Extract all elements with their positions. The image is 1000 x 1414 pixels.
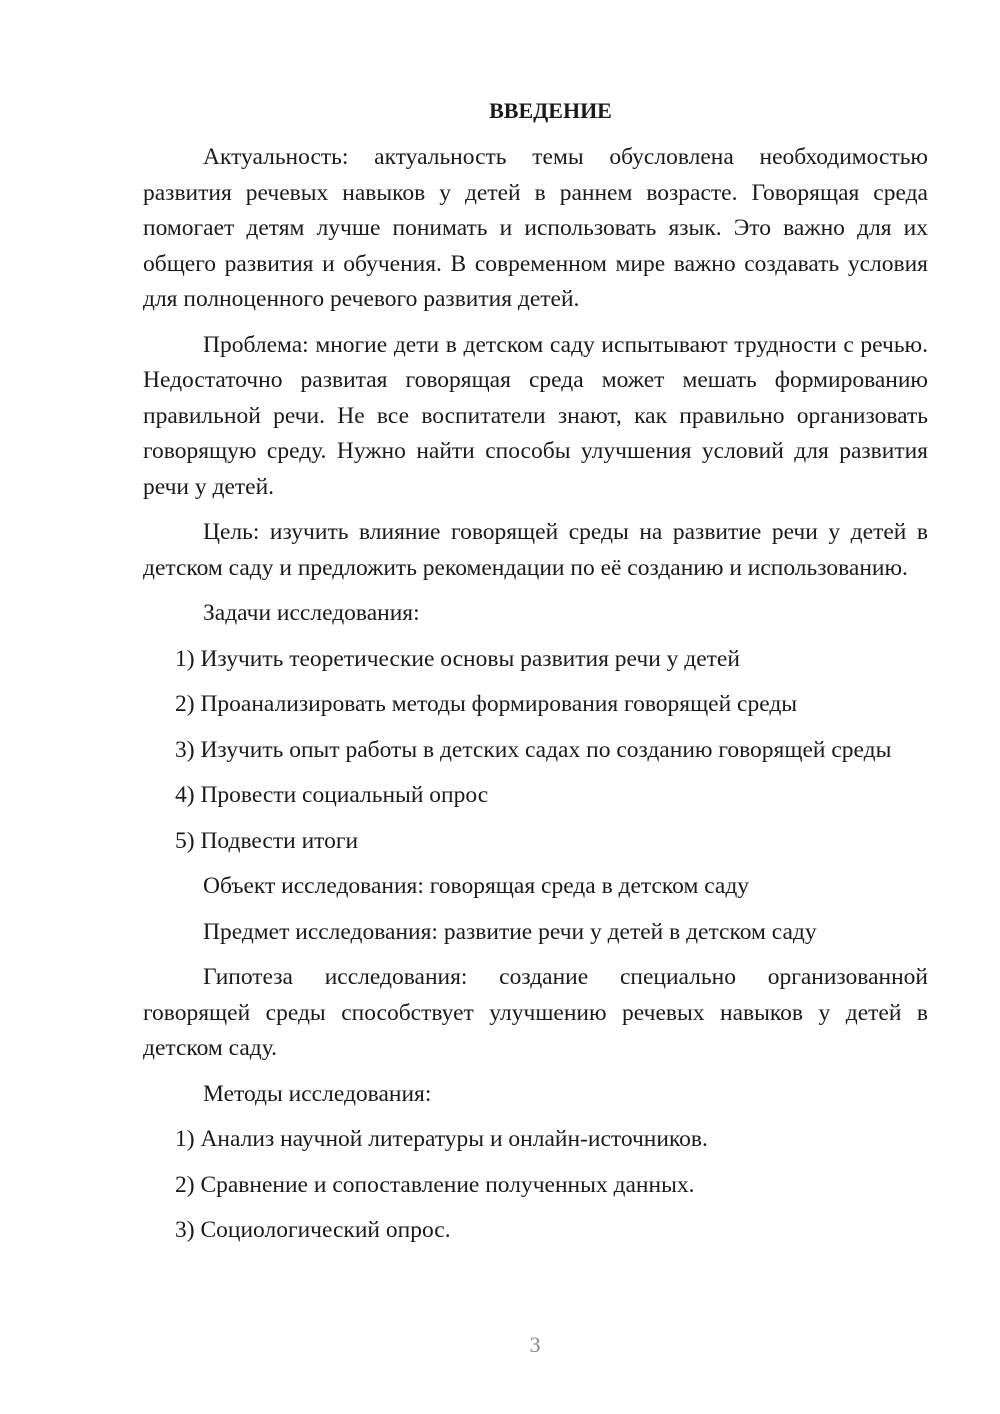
methods-heading: Методы исследования:	[203, 1080, 432, 1107]
problem-paragraph: Проблема: многие дети в детском саду испытывают трудности с речью. Недостаточно развитая говорящая среда может мешать формированию правильной речи. Не все воспитатели знают, как правильно организовать говорящую среду. Нужно найти способы улучшения условий для развития речи у детей.	[143, 331, 928, 500]
task-item: 1) Изучить теоретические основы развития речи у детей	[175, 645, 740, 672]
task-item: 3) Изучить опыт работы в детских садах по созданию говорящей среды	[175, 736, 892, 763]
goal-paragraph: Цель: изучить влияние говорящей среды на развитие речи у детей в детском саду и предложить рекомендации по её созданию и использованию.	[143, 519, 928, 581]
document-page	[143, 96, 928, 1259]
hypothesis-paragraph: Гипотеза исследования: создание специально организованной говорящей среды способствует улучшению речевых навыков у детей в детском саду.	[143, 964, 928, 1061]
tasks-heading: Задачи исследования:	[203, 600, 420, 626]
section-title: ВВЕДЕНИЕ	[489, 98, 612, 123]
task-item: 2) Проанализировать методы формирования говорящей среды	[175, 691, 798, 717]
method-item: 1) Анализ научной литературы и онлайн-источников.	[175, 1126, 708, 1152]
task-item: 5) Подвести итоги	[175, 827, 359, 854]
task-item: 4) Провести социальный опрос	[175, 782, 489, 808]
relevance-paragraph: Актуальность: актуальность темы обусловлена необходимостью развития речевых навыков у детей в раннем возрасте. Говорящая среда помогает детям лучше понимать и использовать язык. Это важно для их общего развития и обучения. В современном мире важно создавать условия для полноценного речевого развития детей.	[143, 144, 928, 312]
method-item: 3) Социологический опрос.	[175, 1217, 451, 1243]
object-line: Объект исследования: говорящая среда в детском саду	[203, 873, 750, 899]
method-item: 2) Сравнение и сопоставление полученных данных.	[175, 1171, 695, 1198]
page-number: 3	[529, 1332, 541, 1357]
subject-line: Предмет исследования: развитие речи у детей в детском саду	[203, 918, 817, 945]
